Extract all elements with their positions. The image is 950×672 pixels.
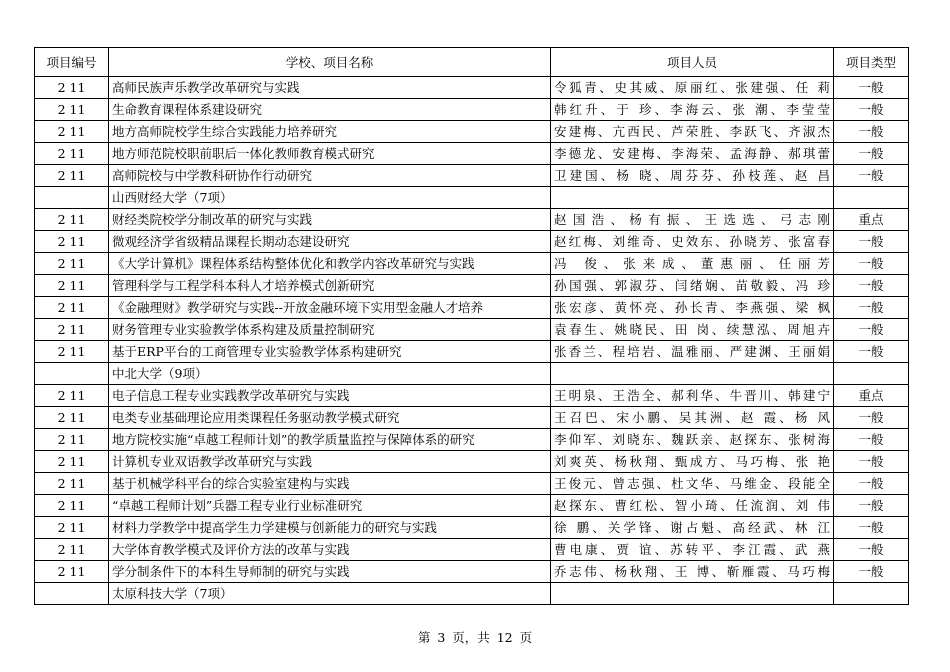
row-people-cell: [551, 583, 834, 605]
table-row: [35, 385, 909, 407]
table-row: [35, 561, 909, 583]
project-number-cell: 2 11: [35, 209, 109, 231]
table-row: [35, 473, 909, 495]
project-members-cell: 袁春生、姚晓民、田 岗、续慧泓、周旭卉: [551, 319, 834, 341]
school-name-cell: 太原科技大学（7项）: [109, 583, 551, 605]
project-members-cell: 王俊元、曾志强、杜文华、马维金、段能全: [551, 473, 834, 495]
project-members-cell: 赵红梅、刘维奇、史效东、孙晓芳、张富春: [551, 231, 834, 253]
row-type-cell: [834, 363, 909, 385]
row-number-cell: [35, 363, 109, 385]
project-number-cell: 2 11: [35, 341, 109, 363]
project-number-cell: 2 11: [35, 121, 109, 143]
project-members-cell: 赵探东、曹红松、智小琦、任流润、刘 伟: [551, 495, 834, 517]
project-name-cell: 大学体育教学模式及评价方法的改革与实践: [109, 539, 551, 561]
project-number-cell: 2 11: [35, 429, 109, 451]
header-project-members: 项目人员: [551, 48, 834, 77]
project-type-cell: 一般: [834, 561, 909, 583]
project-name-cell: 微观经济学省级精品课程长期动态建设研究: [109, 231, 551, 253]
table-row: [35, 517, 909, 539]
school-name-cell: 中北大学（9项）: [109, 363, 551, 385]
project-type-cell: 一般: [834, 429, 909, 451]
school-row: [35, 583, 909, 605]
project-members-cell: 令狐青、史其威、原丽红、张建强、任 莉: [551, 77, 834, 99]
project-members-cell: 王召巴、宋小鹏、吴其洲、赵 霞、杨 风: [551, 407, 834, 429]
project-number-cell: 2 11: [35, 385, 109, 407]
project-members-cell: 孙国强、郭淑芬、闫绪娴、苗敬毅、冯 珍: [551, 275, 834, 297]
project-type-cell: 一般: [834, 253, 909, 275]
header-project-type: 项目类型: [834, 48, 909, 77]
row-number-cell: [35, 583, 109, 605]
project-members-cell: 冯 俊、张来成、董惠丽、任丽芳: [551, 253, 834, 275]
project-name-cell: 财经类院校学分制改革的研究与实践: [109, 209, 551, 231]
project-number-cell: 2 11: [35, 473, 109, 495]
project-members-cell: 李仰军、刘晓东、魏跃亲、赵探东、张树海: [551, 429, 834, 451]
project-type-cell: 一般: [834, 451, 909, 473]
project-name-cell: 《大学计算机》课程体系结构整体优化和教学内容改革研究与实践: [109, 253, 551, 275]
school-row: [35, 187, 909, 209]
table-row: [35, 165, 909, 187]
project-members-cell: 卫建国、杨 晓、周芬芬、孙枝莲、赵 昌: [551, 165, 834, 187]
row-people-cell: [551, 363, 834, 385]
project-members-cell: 赵国浩、杨有振、王选选、弓志刚: [551, 209, 834, 231]
row-type-cell: [834, 583, 909, 605]
project-members-cell: 李德龙、安建梅、李海荣、孟海静、郝琪蕾: [551, 143, 834, 165]
project-type-cell: 一般: [834, 77, 909, 99]
table-row: [35, 495, 909, 517]
project-members-cell: 徐 鹏、关学锋、谢占魁、高经武、林 江: [551, 517, 834, 539]
school-name-cell: 山西财经大学（7项）: [109, 187, 551, 209]
project-name-cell: 电子信息工程专业实践教学改革研究与实践: [109, 385, 551, 407]
project-number-cell: 2 11: [35, 99, 109, 121]
table-row: [35, 143, 909, 165]
project-members-cell: 刘爽英、杨秋翔、甄成方、马巧梅、张 艳: [551, 451, 834, 473]
table-row: [35, 231, 909, 253]
table-row: [35, 253, 909, 275]
row-people-cell: [551, 187, 834, 209]
project-type-cell: 重点: [834, 385, 909, 407]
project-type-cell: 一般: [834, 99, 909, 121]
project-table-container: [34, 47, 909, 605]
project-number-cell: 2 11: [35, 319, 109, 341]
project-name-cell: 管理科学与工程学科本科人才培养模式创新研究: [109, 275, 551, 297]
project-number-cell: 2 11: [35, 539, 109, 561]
header-school-project-name: 学校、项目名称: [109, 48, 551, 77]
project-type-cell: 一般: [834, 473, 909, 495]
row-number-cell: [35, 187, 109, 209]
table-row: [35, 429, 909, 451]
table-row: [35, 209, 909, 231]
project-number-cell: 2 11: [35, 451, 109, 473]
table-row: [35, 275, 909, 297]
project-type-cell: 一般: [834, 407, 909, 429]
project-name-cell: 材料力学教学中提高学生力学建模与创新能力的研究与实践: [109, 517, 551, 539]
page-footer: 第 3 页，共 12 页: [417, 630, 533, 645]
table-row: [35, 539, 909, 561]
project-type-cell: 一般: [834, 495, 909, 517]
table-body: [35, 77, 909, 605]
project-number-cell: 2 11: [35, 297, 109, 319]
project-type-cell: 一般: [834, 517, 909, 539]
project-name-cell: 学分制条件下的本科生导师制的研究与实践: [109, 561, 551, 583]
project-name-cell: 高师民族声乐教学改革研究与实践: [109, 77, 551, 99]
project-name-cell: 基于ERP平台的工商管理专业实验教学体系构建研究: [109, 341, 551, 363]
table-row: [35, 341, 909, 363]
school-row: [35, 363, 909, 385]
project-name-cell: 地方师范院校职前职后一体化教师教育模式研究: [109, 143, 551, 165]
project-members-cell: 张宏彦、黄怀亮、孙长青、李燕强、梁 枫: [551, 297, 834, 319]
project-members-cell: 王明泉、王浩全、郝利华、牛晋川、韩建宁: [551, 385, 834, 407]
project-number-cell: 2 11: [35, 561, 109, 583]
row-type-cell: [834, 187, 909, 209]
project-number-cell: 2 11: [35, 143, 109, 165]
project-number-cell: 2 11: [35, 165, 109, 187]
project-type-cell: 一般: [834, 121, 909, 143]
header-project-number: 项目编号: [35, 48, 109, 77]
project-type-cell: 一般: [834, 341, 909, 363]
project-table: [34, 47, 909, 605]
project-name-cell: 财务管理专业实验教学体系构建及质量控制研究: [109, 319, 551, 341]
project-name-cell: “卓越工程师计划”兵器工程专业行业标准研究: [109, 495, 551, 517]
table-row: [35, 99, 909, 121]
project-type-cell: 重点: [834, 209, 909, 231]
table-row: [35, 407, 909, 429]
project-name-cell: 高师院校与中学教科研协作行动研究: [109, 165, 551, 187]
project-number-cell: 2 11: [35, 275, 109, 297]
project-type-cell: 一般: [834, 297, 909, 319]
table-header-row: [35, 48, 909, 77]
project-name-cell: 电类专业基础理论应用类课程任务驱动教学模式研究: [109, 407, 551, 429]
project-members-cell: 韩红升、于 珍、李海云、张 潮、李莹莹: [551, 99, 834, 121]
project-name-cell: 地方高师院校学生综合实践能力培养研究: [109, 121, 551, 143]
project-type-cell: 一般: [834, 231, 909, 253]
table-row: [35, 297, 909, 319]
table-row: [35, 319, 909, 341]
project-number-cell: 2 11: [35, 407, 109, 429]
project-type-cell: 一般: [834, 275, 909, 297]
project-name-cell: 基于机械学科平台的综合实验室建构与实践: [109, 473, 551, 495]
project-members-cell: 曹电康、贾 谊、苏转平、李江霞、武 燕: [551, 539, 834, 561]
project-number-cell: 2 11: [35, 77, 109, 99]
table-row: [35, 77, 909, 99]
project-name-cell: 计算机专业双语教学改革研究与实践: [109, 451, 551, 473]
project-type-cell: 一般: [834, 319, 909, 341]
table-row: [35, 451, 909, 473]
project-number-cell: 2 11: [35, 495, 109, 517]
project-members-cell: 安建梅、亢西民、芦荣胜、李跃飞、齐淑杰: [551, 121, 834, 143]
project-members-cell: 张香兰、程培岩、温雅丽、严建渊、王丽娟: [551, 341, 834, 363]
table-row: [35, 121, 909, 143]
project-number-cell: 2 11: [35, 253, 109, 275]
project-type-cell: 一般: [834, 165, 909, 187]
project-number-cell: 2 11: [35, 517, 109, 539]
project-name-cell: 生命教育课程体系建设研究: [109, 99, 551, 121]
project-members-cell: 乔志伟、杨秋翔、王 博、靳雁霞、马巧梅: [551, 561, 834, 583]
project-name-cell: 《金融理财》教学研究与实践--开放金融环境下实用型金融人才培养: [109, 297, 551, 319]
project-number-cell: 2 11: [35, 231, 109, 253]
project-type-cell: 一般: [834, 143, 909, 165]
project-type-cell: 一般: [834, 539, 909, 561]
project-name-cell: 地方院校实施“卓越工程师计划”的教学质量监控与保障体系的研究: [109, 429, 551, 451]
